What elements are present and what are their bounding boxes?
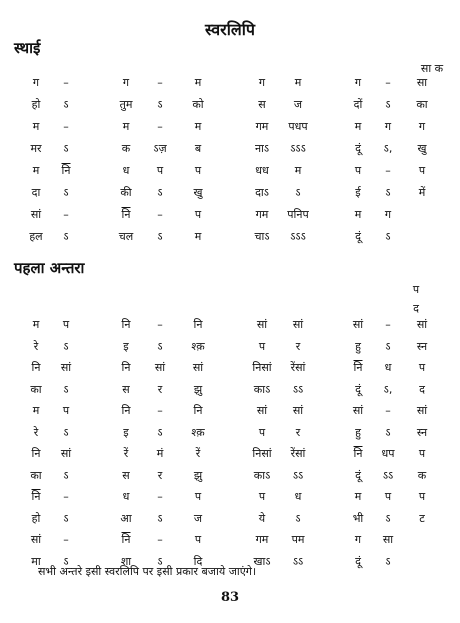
notation-cell: नि bbox=[353, 361, 363, 374]
notation-cell: सां bbox=[416, 404, 428, 417]
notation-row bbox=[0, 208, 460, 230]
notation-cell: पम bbox=[291, 533, 305, 546]
notation-cell: ग bbox=[418, 120, 426, 133]
notation-cell: प bbox=[156, 164, 164, 177]
notation-cell: म bbox=[194, 230, 202, 243]
notation-row bbox=[0, 76, 460, 98]
notation-cell: सां bbox=[192, 361, 204, 374]
notation-cell: रे bbox=[33, 425, 39, 439]
notation-cell: सां bbox=[352, 404, 364, 417]
notation-cell: स्न bbox=[416, 339, 428, 353]
notation-cell: म bbox=[194, 76, 202, 89]
notation-cell: स्न bbox=[416, 425, 428, 439]
notation-cell: हो bbox=[31, 98, 41, 111]
notation-row bbox=[0, 361, 460, 383]
notation-cell: मर bbox=[30, 142, 42, 155]
notation-cell: स bbox=[122, 382, 130, 396]
notation-cell: दूं bbox=[355, 230, 361, 243]
notation-cell: र bbox=[157, 468, 163, 482]
notation-cell: क bbox=[121, 142, 131, 155]
notation-cell: प bbox=[62, 318, 70, 331]
notation-cell: भी bbox=[352, 511, 364, 525]
notation-cell: म bbox=[194, 120, 202, 133]
footnote: सभी अन्तरे इसी स्वरलिपि पर इसी प्रकार बजाये जाएंगे। bbox=[38, 565, 257, 578]
notation-cell: प bbox=[62, 404, 70, 417]
notation-cell: प bbox=[354, 164, 362, 177]
notation-cell: प bbox=[194, 208, 202, 221]
notation-cell: नि bbox=[121, 318, 131, 331]
notation-cell: खु bbox=[193, 186, 203, 199]
notation-cell: सां bbox=[60, 447, 72, 460]
notation-cell: – bbox=[385, 76, 391, 89]
notation-cell: म bbox=[32, 120, 40, 133]
notation-cell: – bbox=[63, 76, 69, 89]
notation-cell: श्क़ bbox=[191, 425, 205, 439]
notation-cell: ऽ bbox=[63, 468, 69, 482]
notation-cell: ऽऽ bbox=[292, 382, 304, 396]
notation-cell: नाऽ bbox=[254, 142, 270, 155]
notation-cell: ग bbox=[354, 76, 362, 89]
notation-cell: का bbox=[30, 468, 42, 482]
notation-cell: नि bbox=[31, 490, 41, 503]
notation-cell: सां bbox=[352, 318, 364, 331]
notation-cell: हल bbox=[29, 230, 43, 243]
notation-cell: ऽऽऽ bbox=[290, 142, 306, 155]
notation-cell: दूं bbox=[355, 468, 361, 482]
notation-cell: दि bbox=[193, 554, 203, 568]
notation-cell: ऽ bbox=[385, 98, 391, 111]
notation-cell: काऽ bbox=[253, 382, 271, 396]
notation-cell: का bbox=[416, 98, 428, 111]
notation-cell: ऽ, bbox=[383, 382, 393, 396]
notation-cell: गम bbox=[255, 208, 269, 221]
notation-cell: ऽ bbox=[295, 186, 301, 199]
notation-cell: मा bbox=[31, 554, 41, 568]
notation-cell: म bbox=[294, 164, 302, 177]
notation-cell: प bbox=[258, 339, 266, 353]
notation-cell: दा bbox=[31, 186, 41, 199]
notation-cell: प bbox=[418, 164, 426, 177]
notation-cell: ध bbox=[384, 361, 392, 374]
notation-cell: चाऽ bbox=[254, 230, 270, 243]
notation-cell: ट bbox=[419, 511, 425, 525]
notation-cell: सां bbox=[30, 208, 42, 221]
notation-row bbox=[0, 98, 460, 120]
notation-cell: ऽ bbox=[385, 511, 391, 525]
notation-cell: का bbox=[30, 382, 42, 396]
page-number: 83 bbox=[220, 590, 240, 605]
notation-cell: रेंसां bbox=[290, 361, 306, 374]
notation-cell: तुम bbox=[119, 98, 133, 111]
notation-cell: ऽ, bbox=[383, 142, 393, 155]
notation-cell: इ bbox=[123, 339, 129, 353]
notation-cell: स bbox=[258, 98, 266, 111]
notation-cell: नि bbox=[121, 208, 131, 221]
notation-cell: ब bbox=[194, 142, 202, 155]
notation-row bbox=[0, 426, 460, 448]
notation-cell: म bbox=[354, 120, 362, 133]
notation-cell: श्क़ bbox=[191, 339, 205, 353]
notation-cell: स bbox=[122, 468, 130, 482]
notation-cell: धध bbox=[255, 164, 269, 177]
notation-cell: ग bbox=[32, 76, 40, 89]
notation-row bbox=[0, 383, 460, 405]
notation-cell: ऽऽ bbox=[292, 554, 304, 568]
notation-row bbox=[0, 340, 460, 362]
notation-cell: प bbox=[418, 490, 426, 503]
notation-row bbox=[0, 533, 460, 555]
notation-cell: दूं bbox=[355, 142, 361, 155]
notation-cell: नि bbox=[193, 404, 203, 417]
notation-cell: ध bbox=[122, 164, 130, 177]
notation-row bbox=[0, 318, 460, 340]
notation-cell: र bbox=[295, 425, 301, 439]
notation-cell: ई bbox=[355, 186, 361, 199]
notation-cell: दूं bbox=[355, 382, 361, 396]
notation-cell: की bbox=[120, 186, 132, 199]
notation-cell: – bbox=[157, 404, 163, 417]
notation-cell: सां bbox=[154, 361, 166, 374]
notation-cell: ऽ bbox=[63, 230, 69, 243]
notation-cell: नि bbox=[31, 447, 41, 460]
notation-cell: प bbox=[384, 490, 392, 503]
notation-cell: प bbox=[194, 490, 202, 503]
notation-cell: ऽ bbox=[63, 98, 69, 111]
notation-cell: ध bbox=[294, 490, 302, 503]
notation-row bbox=[0, 230, 460, 252]
notation-cell: ऽऽ bbox=[382, 468, 394, 482]
notation-row bbox=[0, 142, 460, 164]
notation-cell: नि bbox=[31, 361, 41, 374]
notation-cell: को bbox=[192, 98, 204, 111]
notation-cell: गम bbox=[255, 533, 269, 546]
notation-cell: सां bbox=[60, 361, 72, 374]
notation-cell: – bbox=[157, 120, 163, 133]
notation-cell: झु bbox=[193, 382, 203, 396]
notation-cell: ऽ bbox=[63, 425, 69, 439]
notation-cell: खाऽ bbox=[253, 554, 271, 568]
notation-cell: रेंसां bbox=[290, 447, 306, 460]
notation-cell: ऽऽऽ bbox=[290, 230, 306, 243]
sthayi-heading: स्थाई bbox=[14, 39, 41, 57]
notation-cell: सां bbox=[292, 318, 304, 331]
notation-cell: म bbox=[122, 120, 130, 133]
notation-cell: क bbox=[417, 468, 427, 482]
notation-cell: ऽ bbox=[63, 186, 69, 199]
notation-cell: – bbox=[385, 318, 391, 331]
notation-cell: रे bbox=[33, 339, 39, 353]
notation-cell: ऽ bbox=[385, 339, 391, 353]
notation-cell: मं bbox=[156, 447, 164, 460]
notation-cell: ज bbox=[293, 98, 303, 111]
notation-cell: – bbox=[63, 120, 69, 133]
notation-cell: द bbox=[413, 302, 419, 315]
notation-cell: सां bbox=[416, 318, 428, 331]
notation-cell: में bbox=[418, 186, 426, 199]
notation-cell: ग bbox=[354, 533, 362, 546]
antara-heading: पहला अन्तरा bbox=[14, 259, 85, 277]
notation-cell: नि bbox=[121, 361, 131, 374]
notation-cell: नि bbox=[353, 447, 363, 460]
notation-cell: हो bbox=[31, 511, 41, 525]
notation-cell: नि bbox=[193, 318, 203, 331]
notation-cell: ग bbox=[384, 208, 392, 221]
notation-cell: रें bbox=[195, 447, 201, 460]
notation-cell: सां bbox=[30, 533, 42, 546]
notation-cell: रें bbox=[123, 447, 129, 460]
notation-cell: ज bbox=[193, 511, 203, 525]
notation-cell: ऽ bbox=[63, 554, 69, 568]
notation-cell: प bbox=[194, 533, 202, 546]
notation-cell: ऽ bbox=[157, 554, 163, 568]
notation-cell: सां bbox=[256, 404, 268, 417]
notation-cell: निसां bbox=[252, 361, 272, 374]
notation-cell: र bbox=[157, 382, 163, 396]
notation-cell: – bbox=[157, 318, 163, 331]
notation-cell: – bbox=[157, 533, 163, 546]
notation-cell: – bbox=[63, 208, 69, 221]
notation-row bbox=[0, 512, 460, 534]
notation-cell: खु bbox=[417, 142, 427, 155]
notation-cell: म bbox=[32, 164, 40, 177]
notation-cell: म bbox=[32, 404, 40, 417]
notation-cell: प bbox=[258, 490, 266, 503]
notation-row bbox=[0, 404, 460, 426]
notation-cell: दूं bbox=[355, 554, 361, 568]
notation-cell: ऽ bbox=[63, 142, 69, 155]
notation-cell: झु bbox=[193, 468, 203, 482]
notation-cell: प bbox=[418, 447, 426, 460]
notation-cell: हु bbox=[355, 425, 361, 439]
notation-cell: प bbox=[418, 361, 426, 374]
notation-cell: – bbox=[157, 76, 163, 89]
notation-cell: म bbox=[32, 318, 40, 331]
notation-cell: ये bbox=[258, 511, 266, 525]
notation-cell: ऽ bbox=[63, 382, 69, 396]
notation-cell: काऽ bbox=[253, 468, 271, 482]
notation-cell: शा bbox=[120, 554, 132, 568]
notation-cell: ऽज़ bbox=[153, 142, 167, 155]
notation-cell: ऽ bbox=[157, 230, 163, 243]
notation-cell: म bbox=[354, 490, 362, 503]
notation-cell: ऽ bbox=[157, 511, 163, 525]
notation-row bbox=[0, 490, 460, 512]
notation-cell: म bbox=[294, 76, 302, 89]
notation-cell: र bbox=[295, 339, 301, 353]
notation-cell: सा bbox=[416, 76, 428, 89]
notation-cell: ग bbox=[122, 76, 130, 89]
notation-cell: नि bbox=[121, 404, 131, 417]
notation-cell: – bbox=[63, 533, 69, 546]
notation-cell: म bbox=[354, 208, 362, 221]
notation-cell: चल bbox=[118, 230, 134, 243]
notation-cell: – bbox=[385, 404, 391, 417]
page-title: स्वरलिपि bbox=[205, 20, 255, 39]
notation-cell: सा क bbox=[420, 62, 444, 75]
notation-cell: ऽऽ bbox=[292, 468, 304, 482]
notation-cell: ध bbox=[122, 490, 130, 503]
notation-cell: – bbox=[63, 490, 69, 503]
notation-row bbox=[0, 120, 460, 142]
notation-cell: ऽ bbox=[157, 339, 163, 353]
notation-cell: सा bbox=[382, 533, 394, 546]
notation-cell: – bbox=[385, 164, 391, 177]
notation-cell: धप bbox=[381, 447, 395, 460]
notation-cell: ऽ bbox=[385, 425, 391, 439]
notation-cell: सां bbox=[292, 404, 304, 417]
notation-cell: ग bbox=[384, 120, 392, 133]
notation-cell: पनिप bbox=[287, 208, 309, 221]
notation-cell: – bbox=[157, 208, 163, 221]
notation-cell: ऽ bbox=[157, 425, 163, 439]
notation-cell: आ bbox=[120, 511, 132, 525]
notation-cell: नि bbox=[61, 164, 71, 177]
notation-cell: पधप bbox=[288, 120, 308, 133]
notation-cell: ग bbox=[258, 76, 266, 89]
notation-cell: गम bbox=[255, 120, 269, 133]
notation-cell: इ bbox=[123, 425, 129, 439]
notation-cell: – bbox=[157, 490, 163, 503]
notation-row bbox=[0, 447, 460, 469]
notation-cell: प bbox=[412, 283, 420, 296]
notation-cell: ऽ bbox=[385, 230, 391, 243]
notation-row bbox=[0, 164, 460, 186]
notation-cell: सां bbox=[256, 318, 268, 331]
notation-cell: ऽ bbox=[157, 186, 163, 199]
notation-cell: ऽ bbox=[385, 554, 391, 568]
notation-row bbox=[0, 186, 460, 208]
notation-cell: नि bbox=[121, 533, 131, 546]
notation-cell: ऽ bbox=[63, 339, 69, 353]
notation-cell: द bbox=[419, 382, 425, 396]
notation-cell: ऽ bbox=[295, 511, 301, 525]
notation-cell: प bbox=[258, 425, 266, 439]
notation-cell: ऽ bbox=[157, 98, 163, 111]
notation-cell: दों bbox=[353, 98, 363, 111]
notation-cell: ऽ bbox=[385, 186, 391, 199]
notation-row bbox=[0, 469, 460, 491]
notation-cell: हु bbox=[355, 339, 361, 353]
notation-cell: ऽ bbox=[63, 511, 69, 525]
notation-cell: दाऽ bbox=[255, 186, 269, 199]
notation-cell: निसां bbox=[252, 447, 272, 460]
notation-cell: प bbox=[194, 164, 202, 177]
